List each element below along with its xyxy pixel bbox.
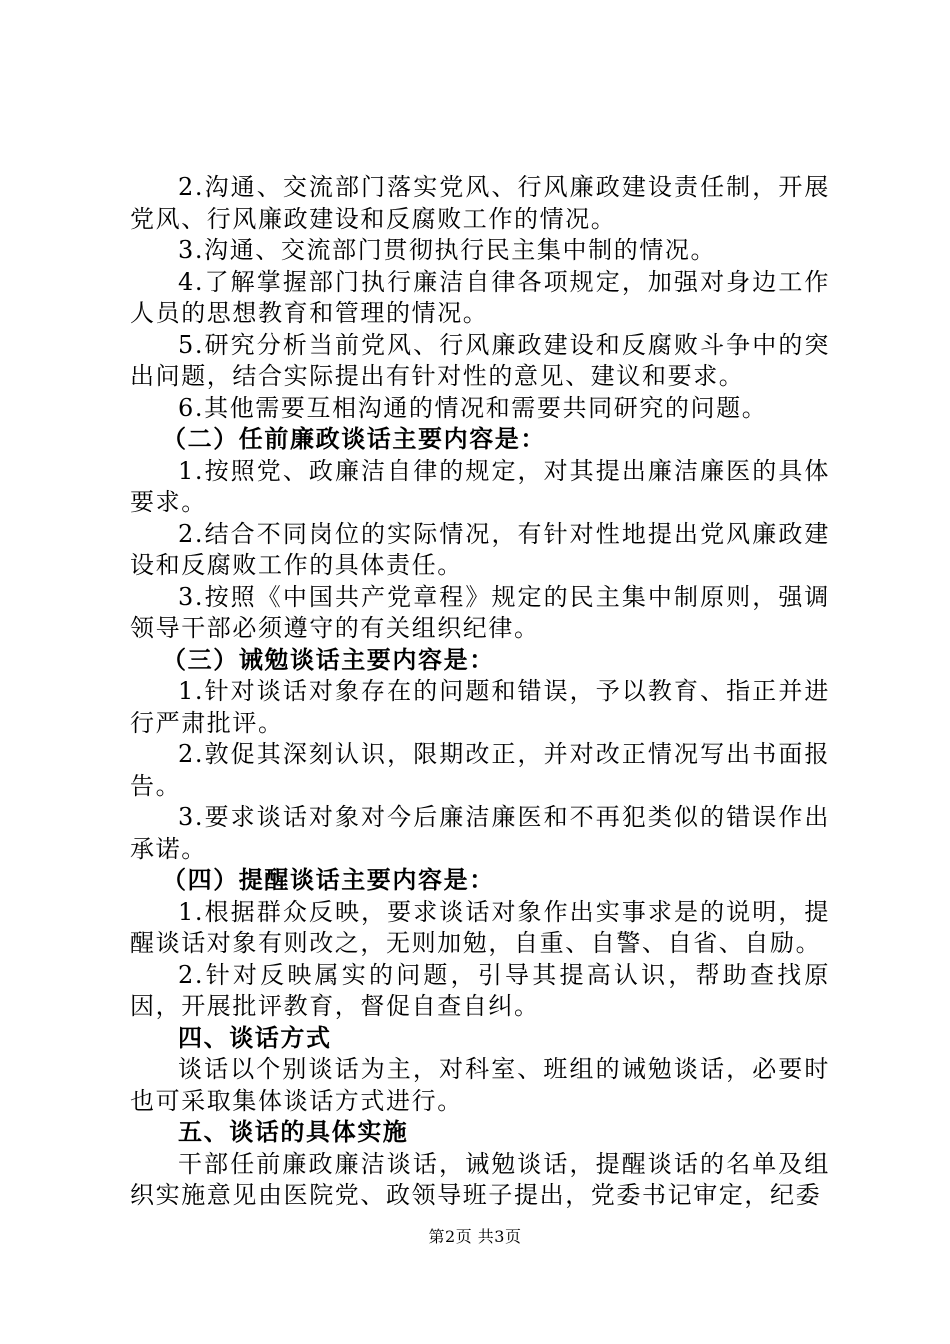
paragraph: 谈话以个别谈话为主，对科室、班组的诫勉谈话，必要时也可采取集体谈话方式进行。: [130, 1055, 830, 1115]
paragraph: 6.其他需要互相沟通的情况和需要共同研究的问题。: [178, 393, 768, 422]
paragraph: 2.针对反映属实的问题，引导其提高认识，帮助查找原因，开展批评教育，督促自查自纠。: [130, 960, 830, 1020]
section-heading: 五、谈话的具体实施: [178, 1118, 409, 1146]
paragraph: 2.沟通、交流部门落实党风、行风廉政建设责任制，开展党风、行风廉政建设和反腐败工作的情况。: [130, 173, 830, 233]
page-footer: 第2页 共3页: [428, 1227, 522, 1246]
section-heading: （三）诫勉谈话主要内容是：: [162, 645, 495, 674]
document-body: [130, 172, 830, 1212]
paragraph: 1.按照党、政廉洁自律的规定，对其提出廉洁廉医的具体要求。: [130, 456, 830, 516]
paragraph: 4.了解掌握部门执行廉洁自律各项规定，加强对身边工作人员的思想教育和管理的情况。: [130, 267, 830, 327]
paragraph: 3.要求谈话对象对今后廉洁廉医和不再犯类似的错误作出承诺。: [130, 803, 830, 863]
section-heading: 四、谈话方式: [178, 1023, 332, 1052]
paragraph: 3.按照《中国共产党章程》规定的民主集中制原则，强调领导干部必须遵守的有关组织纪律。: [130, 582, 830, 642]
paragraph: 2.敦促其深刻认识，限期改正，并对改正情况写出书面报告。: [130, 740, 830, 800]
paragraph: 2.结合不同岗位的实际情况，有针对性地提出党风廉政建设和反腐败工作的具体责任。: [130, 519, 830, 579]
section-heading: （四）提醒谈话主要内容是：: [162, 866, 495, 894]
paragraph: 干部任前廉政廉洁谈话，诫勉谈话，提醒谈话的名单及组织实施意见由医院党、政领导班子提出，党委书记审定，纪委: [130, 1149, 830, 1209]
paragraph: 5.研究分析当前党风、行风廉政建设和反腐败斗争中的突出问题，结合实际提出有针对性的意见、建议和要求。: [130, 330, 830, 390]
paragraph: 1.针对谈话对象存在的问题和错误，予以教育、指正并进行严肃批评。: [130, 677, 830, 737]
paragraph: 1.根据群众反映，要求谈话对象作出实事求是的说明，提醒谈话对象有则改之，无则加勉，自重、自警、自省、自励。: [130, 897, 830, 957]
section-heading: （二）任前廉政谈话主要内容是：: [162, 425, 546, 453]
paragraph: 3.沟通、交流部门贯彻执行民主集中制的情况。: [178, 236, 717, 264]
